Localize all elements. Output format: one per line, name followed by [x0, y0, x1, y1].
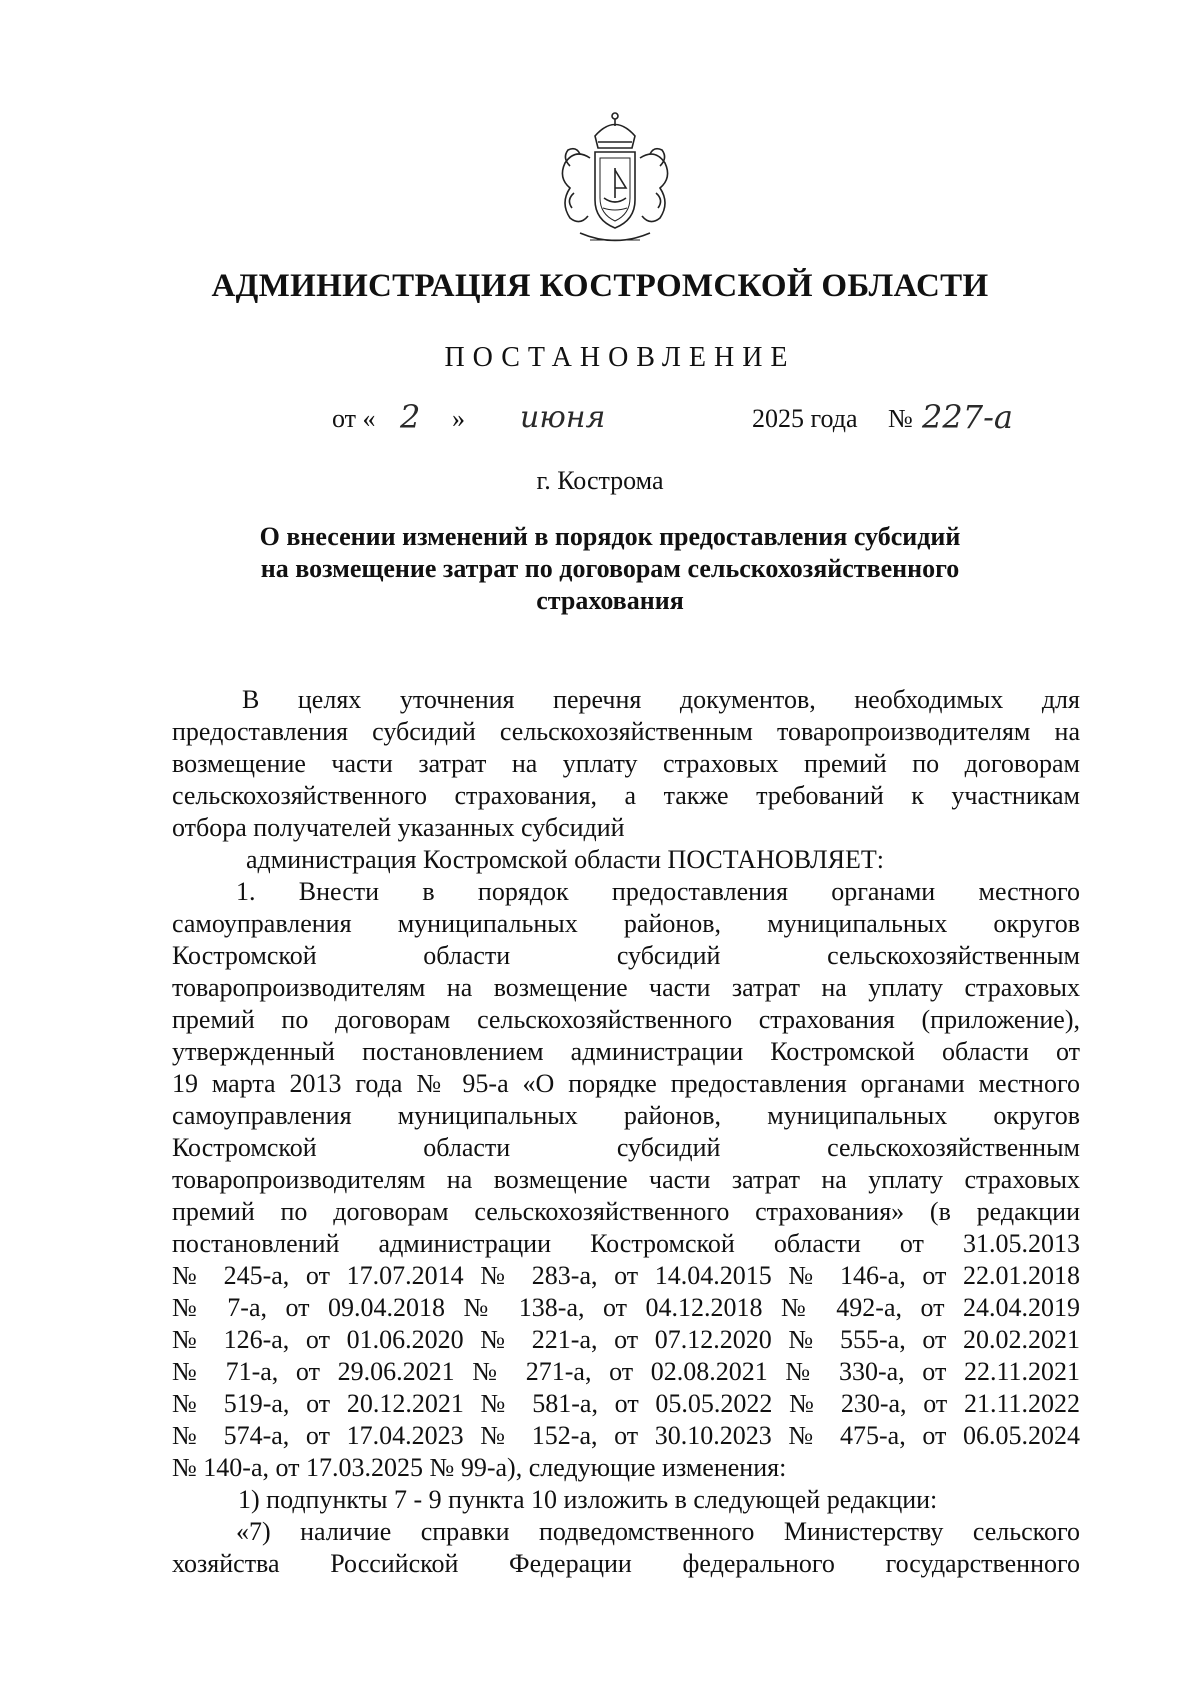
- document-number-handwritten: 227-а: [922, 398, 1013, 436]
- body-line: товаропроизводителям на возмещение части затрат на уплату страховых: [172, 1165, 1080, 1194]
- date-year: 2025 года: [752, 404, 858, 433]
- document-body: [172, 684, 1080, 1580]
- body-line: Костромской области субсидий сельскохозяйственным: [172, 1133, 1080, 1162]
- body-line: № 140-а, от 17.03.2025 № 99-а), следующие изменения:: [172, 1453, 787, 1482]
- body-line: № 245-а, от 17.07.2014 № 283-а, от 14.04.2015 № 146-а, от 22.01.2018: [172, 1261, 1080, 1290]
- body-line: хозяйства Российской Федерации федерального государственного: [172, 1549, 1080, 1578]
- body-line: премий по договорам сельскохозяйственного страхования (приложение),: [172, 1005, 1080, 1034]
- subject-line: страхования: [536, 586, 684, 615]
- body-line: Костромской области субсидий сельскохозяйственным: [172, 941, 1080, 970]
- body-line: отбора получателей указанных субсидий: [172, 813, 625, 842]
- body-line: премий по договорам сельскохозяйственного страхования» (в редакции: [172, 1197, 1080, 1226]
- coat-of-arms-icon: [540, 108, 690, 258]
- body-line: товаропроизводителям на возмещение части затрат на уплату страховых: [172, 973, 1080, 1002]
- document-type: ПОСТАНОВЛЕНИЕ: [444, 342, 796, 373]
- body-line: самоуправления муниципальных районов, муниципальных округов: [172, 909, 1080, 938]
- body-line: самоуправления муниципальных районов, муниципальных округов: [172, 1101, 1080, 1130]
- body-line: № 7-а, от 09.04.2018 № 138-а, от 04.12.2018 № 492-а, от 24.04.2019: [172, 1293, 1080, 1322]
- body-line: № 519-а, от 20.12.2021 № 581-а, от 05.05.2022 № 230-а, от 21.11.2022: [172, 1389, 1080, 1418]
- date-day-handwritten: 2: [400, 398, 421, 436]
- date-prefix: от «: [332, 404, 376, 433]
- city: г. Кострома: [536, 466, 664, 495]
- subject-line: О внесении изменений в порядок предоставления субсидий: [259, 522, 961, 551]
- subject-line: на возмещение затрат по договорам сельскохозяйственного: [260, 554, 960, 583]
- date-quote-close: »: [452, 404, 465, 433]
- body-line: № 574-а, от 17.04.2023 № 152-а, от 30.10.2023 № 475-а, от 06.05.2024: [172, 1421, 1080, 1450]
- body-line: администрация Костромской области ПОСТАНОВЛЯЕТ:: [246, 845, 885, 874]
- body-line: «7) наличие справки подведомственного Министерству сельского: [236, 1517, 1080, 1546]
- body-line: В целях уточнения перечня документов, необходимых для: [242, 685, 1080, 714]
- body-line: 19 марта 2013 года № 95-а «О порядке предоставления органами местного: [172, 1069, 1080, 1098]
- body-line: № 126-а, от 01.06.2020 № 221-а, от 07.12.2020 № 555-а, от 20.02.2021: [172, 1325, 1080, 1354]
- body-line: № 71-а, от 29.06.2021 № 271-а, от 02.08.2021 № 330-а, от 22.11.2021: [172, 1357, 1080, 1386]
- number-label: №: [888, 404, 913, 433]
- document-subject: [230, 521, 990, 617]
- body-line: 1. Внести в порядок предоставления органами местного: [236, 877, 1080, 906]
- body-line: утвержденный постановлением администрации Костромской области от: [172, 1037, 1080, 1066]
- date-month-handwritten: июня: [520, 400, 606, 435]
- body-line: постановлений администрации Костромской области от 31.05.2013: [172, 1229, 1080, 1258]
- body-line: сельскохозяйственного страхования, а также требований к участникам: [172, 781, 1080, 810]
- organization-title: АДМИНИСТРАЦИЯ КОСТРОМСКОЙ ОБЛАСТИ: [211, 268, 989, 304]
- body-line: 1) подпункты 7 - 9 пункта 10 изложить в следующей редакции:: [238, 1485, 938, 1514]
- body-line: возмещение части затрат на уплату страховых премий по договорам: [172, 749, 1080, 778]
- body-line: предоставления субсидий сельскохозяйственным товаропроизводителям на: [172, 717, 1080, 746]
